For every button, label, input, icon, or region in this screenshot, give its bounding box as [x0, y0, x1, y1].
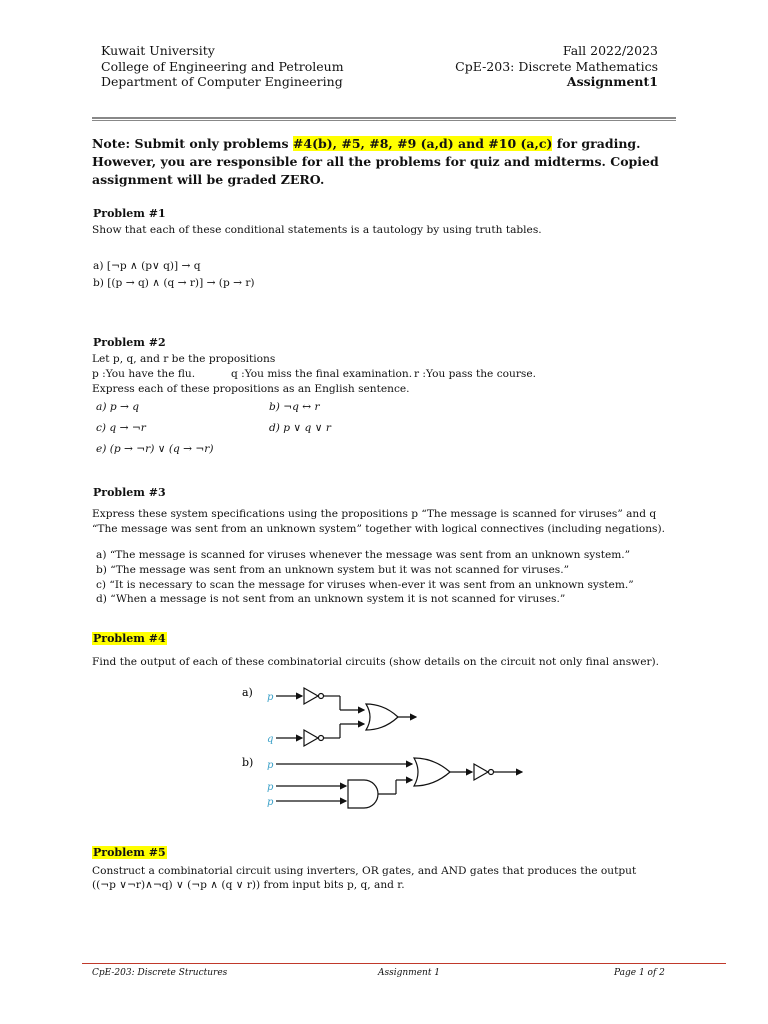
- problem2-q-def: q :You miss the final examination.: [231, 368, 413, 380]
- problem2-title: Problem #2: [93, 336, 166, 349]
- footer-page: Page 1 of 2: [614, 968, 665, 978]
- note-highlight: #4(b), #5, #8, #9 (a,d) and #10 (a,c): [292, 136, 553, 151]
- footer-rule: [82, 963, 726, 964]
- problem2-express: Express each of these propositions as an English sentence.: [92, 383, 410, 395]
- circuit-b-input-1: p: [267, 760, 274, 771]
- university-name: Kuwait University: [101, 43, 215, 58]
- problem3-a: a) “The message is scanned for viruses whenever the message was sent from an unknown system.”: [96, 549, 631, 561]
- problem1-text: Show that each of these conditional statements is a tautology by using truth tables.: [92, 224, 542, 236]
- problem5-text2: ((¬p ∨¬r)∧¬q) ∨ (¬p ∧ (q ∨ r)) from input bits p, q, and r.: [92, 879, 405, 891]
- problem1-a: a) [¬p ∧ (p∨ q)] → q: [93, 260, 201, 272]
- circuit-b-label: b): [242, 756, 254, 769]
- header-right: [455, 43, 658, 90]
- problem3-d: d) “When a message is not sent from an unknown system it is not scanned for viruses.”: [96, 593, 566, 605]
- footer-assignment: Assignment 1: [378, 968, 441, 978]
- problem2-intro: Let p, q, and r be the propositions: [92, 353, 276, 365]
- footer-course: CpE-203: Discrete Structures: [92, 968, 228, 978]
- problem3-text: Express these system specifications using the propositions p “The message is scanned for viruses” and q “The message was sent from an unknown system” together with logical connectives (including negations).: [92, 508, 665, 535]
- circuit-b-input-2: p: [267, 782, 274, 793]
- problem3-title: Problem #3: [93, 486, 166, 499]
- circuit-b: [276, 758, 522, 808]
- problem2-d: d) p ∨ q ∨ r: [269, 422, 331, 434]
- circuit-a-input-p: p: [267, 692, 274, 703]
- problem2-a: a) p → q: [96, 401, 139, 413]
- note-prefix: Note: Submit only problems: [92, 136, 293, 151]
- course-name: CpE-203: Discrete Mathematics: [455, 58, 658, 74]
- problem2-r-def: r :You pass the course.: [414, 368, 536, 380]
- assignment-title: Assignment1: [566, 74, 658, 89]
- submission-note: [92, 135, 692, 189]
- circuit-a: [276, 688, 416, 746]
- problem3-c: c) “It is necessary to scan the message for viruses when-ever it was sent from an unknown system.”: [96, 579, 634, 591]
- problem2-c: c) q → ¬r: [96, 422, 146, 434]
- circuit-b-input-3: p: [267, 797, 274, 808]
- problem3-b: b) “The message was sent from an unknown system but it was not scanned for viruses.”: [96, 564, 570, 576]
- problem4-circuits: [236, 680, 536, 810]
- problem2-p-def: p :You have the flu.: [92, 368, 196, 380]
- problem2-b: b) ¬q ↔ r: [269, 401, 320, 413]
- problem1-title: Problem #1: [93, 207, 166, 220]
- problem5-title: Problem #5: [93, 846, 166, 859]
- circuit-a-input-q: q: [267, 734, 274, 745]
- problem2-e: e) (p → ¬r) ∨ (q → ¬r): [96, 443, 214, 455]
- department-name: Department of Computer Engineering: [101, 74, 343, 89]
- problem5-text1: Construct a combinatorial circuit using inverters, OR gates, and AND gates that produces the output: [92, 865, 637, 877]
- circuit-a-label: a): [242, 686, 253, 699]
- problem4-title: Problem #4: [93, 632, 166, 645]
- header-rule-bottom: [92, 120, 676, 121]
- problem4-text: Find the output of each of these combinatorial circuits (show details on the circuit not only final answer).: [92, 656, 660, 668]
- header-rule-top: [92, 117, 676, 119]
- semester: Fall 2022/2023: [562, 43, 658, 58]
- college-name: College of Engineering and Petroleum: [101, 58, 344, 74]
- note-suffix: for grading. However, you are responsible for all the problems for quiz and midterms. Copied assignment will be graded ZERO.: [92, 136, 659, 187]
- problem1-b: b) [(p → q) ∧ (q → r)] → (p → r): [93, 277, 255, 289]
- header-left: [101, 43, 344, 90]
